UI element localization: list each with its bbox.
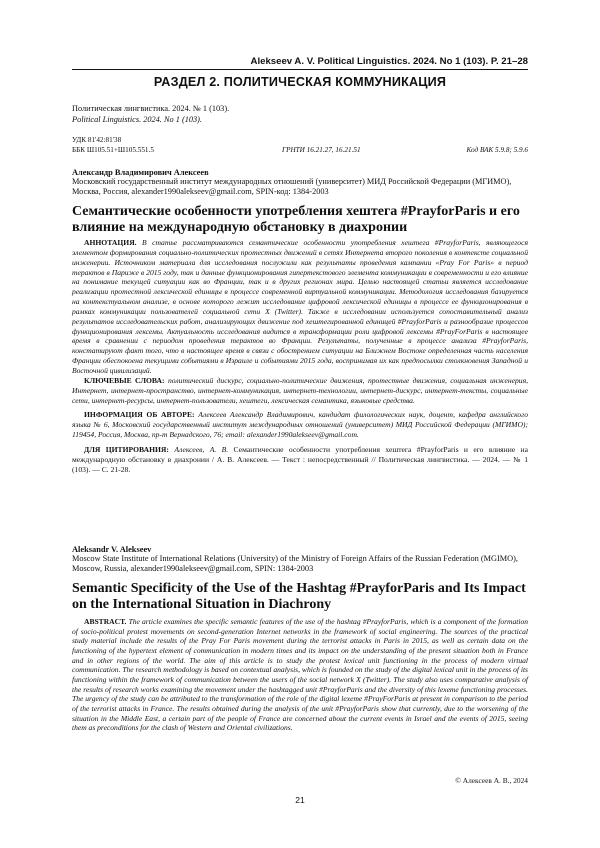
copyright: © Алексеев А. В., 2024 — [455, 776, 528, 785]
citation-label-ru: ДЛЯ ЦИТИРОВАНИЯ: — [84, 444, 169, 454]
journal-citation — [72, 104, 528, 125]
abstract-text-ru: В статье рассматриваются семантические особенности употребления хештега #PrayforParis, являющегося элементом формирования социально-политических протестных движений в сетях Интернета второго поколения в контексте социальной инженерии. Источником материала для исследования послужили как результаты проведения кампании «Pray For Paris» в период терактов в Париже в 2015 году, так и данные функционирования гипертекстового элемента коммуникации в современности и его влияние на понимание текущей ситуации как во Франции, так и в других регионах мира. Целью настоящей статьи является исследование реализации протестной лексической единицы в процессе современной виртуальной коммуникации. Методология исследования базируется на контекстуальном анализе, в основе которого лежит исследование цифровой лексической единицы в процессе ее функционирования в рамках коммуникации пользователей социальной сети X (Twitter). Также в исследовании используется сопоставительный анализ результатов исследовательских работ, анализирующих движение под хештегированной единицей #PrayforParis и разнообразие процессов функционирования лексемы. Актуальность исследования видится в трансформации роли цифровой лексемы #PrayForParis в настоящее время в сравнении с периодом проведения терактов во Франции. Результаты, полученные в процессе анализа #PrayforParis, констатируют факт того, что в настоящее время в связи с обострением ситуации на Ближнем Востоке определенная часть населения Франции обеспокоена текущими событиями в Израиле и событиями 2015 года, воспринимая их как предпосылки столкновения Западной и Восточной цивилизаций. — [72, 238, 528, 375]
abstract-label-ru: АННОТАЦИЯ. — [84, 238, 137, 247]
author-info-text-ru: Алексеев Александр Владимирович, кандидат филологических наук, доцент, кафедра английского языка № 6, Московский государственный институт международных отношений (университет) МИД Российской Федерации (МГИМО); 119454, Россия, Москва, пр-т Вернадского, 76; email: alexander1990alekseev@gmail.com. — [72, 410, 528, 440]
abstract-label-en: ABSTRACT. — [84, 617, 127, 626]
keywords-label-ru: КЛЮЧЕВЫЕ СЛОВА: — [84, 375, 165, 385]
citation-text-ru: Семантические особенности употребления хештега #PrayforParis и его влияние на международную обстановку в диахронии / А. В. Алексеев. — Текст : непосредственный // Политическая лингвистика. — 2024. — № 1 (103). — С. 21-28. — [72, 444, 528, 474]
journal-citation-ru: Политическая лингвистика. 2024. № 1 (103). — [72, 104, 230, 113]
author-info-label-ru: ИНФОРМАЦИЯ ОБ АВТОРЕ: — [84, 410, 195, 420]
author-affiliation-ru: Московский государственный институт международных отношений (университет) МИД Российской Федерации (МГИМО), Москва, Россия, alexander1990alekseev@gmail.com, SPIN-код: 1384-2003 — [72, 177, 512, 197]
abstract-block-ru — [72, 238, 528, 474]
article-title-ru: Семантические особенности употребления хештега #PrayforParis и его влияние на международную обстановку в диахронии — [72, 204, 520, 235]
keywords-text-ru: политический дискурс, социально-политические движения, протестные движения, социальная инженерия, Интернет, интернет-пространство, интернет-коммуникация, интернет-технологии, интернет-дискурс, интернет-тексты, социальные сети, интернет-ресурсы, интернет-пользователи, хештеги, лексическая семантика, языковые средства. — [72, 375, 529, 405]
abstract-block-en — [72, 617, 528, 733]
vak-code: Код ВАК 5.9.8; 5.9.6 — [466, 145, 528, 154]
author-name-en: Aleksandr V. Alekseev — [72, 545, 152, 554]
author-name-ru: Александр Владимирович Алексеев — [72, 168, 209, 177]
article-title-en: Semantic Specificity of the Use of the Hashtag #PrayforParis and Its Impact on the International Situation in Diachrony — [72, 581, 526, 612]
author-affiliation-en: Moscow State Institute of International Relations (University) of the Ministry of Foreign Affairs of the Russian Federation (MGIMO), Moscow, Russia, alexander1990alekseev@gmail.com, SPIN: 1384-2003 — [72, 554, 518, 574]
running-head: Alekseev A. V. Political Linguistics. 2024. No 1 (103). P. 21–28 — [250, 56, 528, 67]
section-title: РАЗДЕЛ 2. ПОЛИТИЧЕСКАЯ КОММУНИКАЦИЯ — [153, 75, 447, 89]
header-rule — [72, 69, 528, 70]
classification-codes — [72, 136, 528, 155]
page-number: 21 — [295, 795, 305, 805]
abstract-text-en: The article examines the specific semantic features of the use of the hashtag #PrayforParis, which is a component of the formation of socio-political protest movements on second-generation Internet networks in the framework of social engineering. The sources of the practical study material include the results of the Pray For Paris movement during the terrorist attacks in Paris in 2015, as well as certain data on the functioning of the hypertext element of communication in modern times and its impact on the understanding of the present situation both in France and in other regions of the world. The aim of this article is to study the protest lexical unit functioning in the process of modern virtual communication. The research methodology is based on contextual analysis, which is founded on the study of the digital lexical unit in the process of its functioning within the framework of communication between the users of the social network X (Twitter). The study also uses comparative analysis of the results of research works examining the movement under the hashtagged unit #PrayforParis and the diversity of this lexeme functioning processes. The urgency of the study can be attributed to the transformation of the role of the digital lexeme #PrayForParis at present in comparison to the period of the terrorist attacks in France. The results obtained during the analysis of the unit #PrayforParis show that currently, due to the worsening of the situation in the Middle East, a certain part of the people of France are concerned about the current events in Israel and the events of 2015, seeing them as preconditions for the clash of Western and Oriental civilizations. — [72, 617, 528, 733]
udk-code: УДК 81'42:81'38 — [72, 136, 122, 144]
author-block-en — [72, 545, 528, 575]
author-block-ru — [72, 168, 528, 198]
journal-citation-en: Political Linguistics. 2024. No 1 (103). — [72, 114, 202, 124]
citation-author-ru: Алексеев, А. В. — [174, 444, 229, 454]
grnti-code: ГРНТИ 16.21.27, 16.21.51 — [282, 145, 361, 154]
bbk-code: ББК Ш105.51+Ш105.551.5 — [72, 145, 154, 154]
